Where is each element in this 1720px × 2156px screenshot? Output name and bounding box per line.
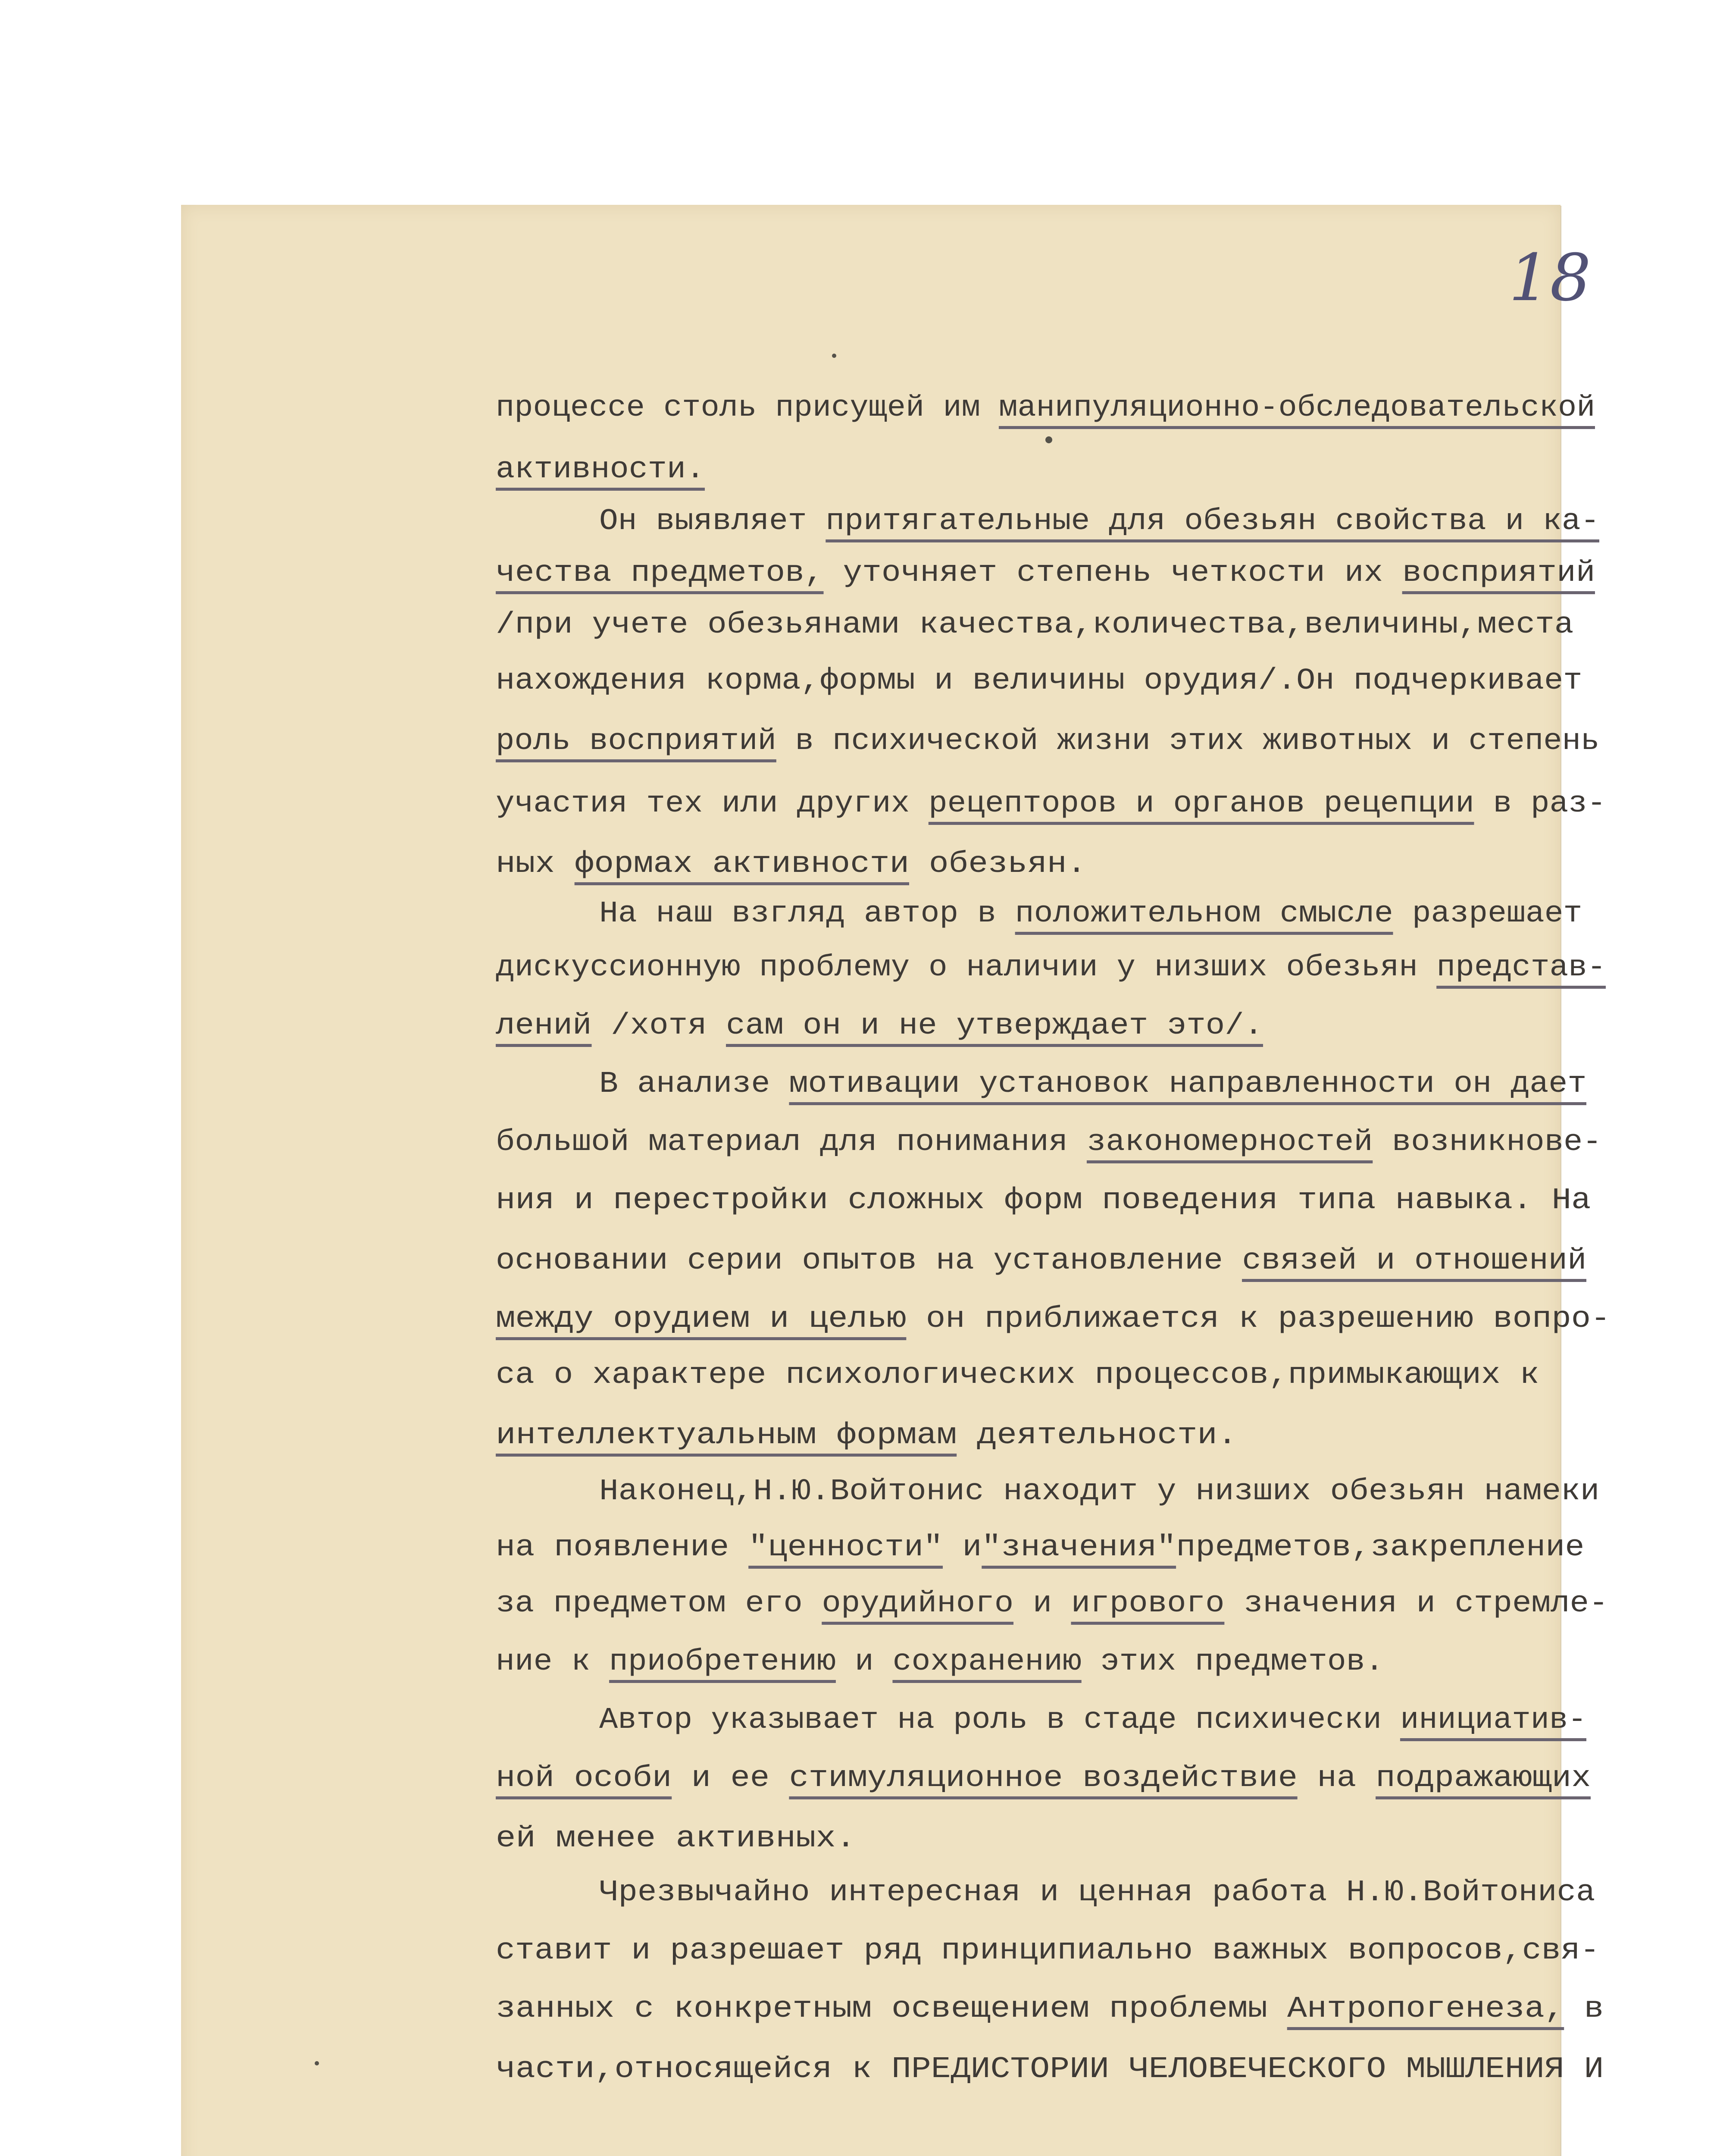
text-line: ставит и разрешает ряд принципиально важных вопросов,свя- xyxy=(496,1934,1600,1968)
ink-speck xyxy=(315,2061,319,2065)
ink-speck xyxy=(1045,436,1052,443)
text-line: ей менее активных. xyxy=(496,1822,856,1856)
text-line: участия тех или других рецепторов и органов рецепции в раз- xyxy=(496,774,1606,834)
text-line: части,относящейся к ПРЕДИСТОРИИ ЧЕЛОВЕЧЕСКОГО МЫШЛЕНИЯ И xyxy=(496,2053,1604,2087)
text-line: Автор указывает на роль в стаде психически инициатив- xyxy=(599,1690,1586,1751)
underlined-phrase: восприятий xyxy=(1402,556,1595,594)
underlined-phrase: стимуляционное воздействие xyxy=(789,1761,1297,1799)
underlined-phrase: Антропогенеза, xyxy=(1287,1992,1564,2030)
underlined-phrase: интеллектуальным формам xyxy=(496,1419,957,1457)
text-line: ной особи и ее стимуляционное воздействие на подражающих xyxy=(496,1749,1591,1809)
underlined-phrase: ной особи xyxy=(496,1761,672,1799)
text-line: чества предметов, уточняет степень четкости их восприятий xyxy=(496,543,1595,604)
text-line: за предметом его орудийного и игрового значения и стремле- xyxy=(496,1574,1608,1634)
underlined-phrase: манипуляционно-обследовательской xyxy=(999,391,1595,429)
underlined-phrase: представ- xyxy=(1437,951,1606,989)
underlined-phrase: сохранению xyxy=(893,1645,1082,1683)
underlined-phrase: положительном смысле xyxy=(1015,897,1393,935)
underlined-phrase: роль восприятий xyxy=(496,724,776,762)
text-line: дискуссионную проблему о наличии у низших обезьян представ- xyxy=(496,938,1606,998)
text-line: на появление "ценности" и"значения"предметов,закрепление xyxy=(496,1518,1584,1578)
underlined-phrase: "ценности" xyxy=(748,1531,943,1569)
text-line: между орудием и целью он приближается к разрешению вопро- xyxy=(496,1289,1610,1350)
text-line: Чрезвычайно интересная и ценная работа Н.Ю.Войтониса xyxy=(599,1876,1595,1910)
text-line: В анализе мотивации установок направленности он дает xyxy=(599,1054,1586,1115)
ink-speck xyxy=(832,354,836,358)
underlined-phrase: игрового xyxy=(1071,1587,1225,1625)
text-line: са о характере психологических процессов,примыкающих к xyxy=(496,1358,1539,1392)
underlined-phrase: притягательные для обезьян свойства и ка- xyxy=(826,505,1599,542)
text-line: основании серии опытов на установление связей и отношений xyxy=(496,1231,1586,1291)
underlined-phrase: между орудием и целью xyxy=(496,1302,907,1340)
underlined-phrase: подражающих xyxy=(1376,1761,1591,1799)
text-line: интеллектуальным формам деятельности. xyxy=(496,1406,1237,1466)
underlined-phrase: лений xyxy=(496,1009,592,1047)
text-line: Наконец,Н.Ю.Войтонис находит у низших обезьян намеки xyxy=(599,1475,1600,1509)
text-line: /при учете обезьянами качества,количества,величины,места xyxy=(496,608,1574,642)
underlined-phrase: закономерностей xyxy=(1087,1125,1373,1163)
text-line: Он выявляет притягательные для обезьян свойства и ка- xyxy=(599,492,1599,552)
text-line: процессе столь присущей им манипуляционно-обследовательской xyxy=(496,378,1595,439)
underlined-phrase: сам он и не утверждает это/. xyxy=(726,1009,1263,1047)
text-line: ных формах активности обезьян. xyxy=(496,834,1086,895)
text-line: На наш взгляд автор в положительном смысле разрешает xyxy=(599,884,1582,944)
underlined-phrase: "значения" xyxy=(982,1531,1176,1569)
text-line xyxy=(496,440,705,500)
text-line: нахождения корма,формы и величины орудия/.Он подчеркивает xyxy=(496,664,1582,698)
underlined-phrase: инициатив- xyxy=(1400,1703,1586,1741)
underlined-phrase: чества предметов, xyxy=(496,556,824,594)
underlined-phrase: формах активности xyxy=(575,847,909,885)
text-line: ния и перестройки сложных форм поведения типа навыка. На xyxy=(496,1184,1591,1218)
underlined-phrase: мотивации установок направленности он дает xyxy=(789,1067,1586,1105)
text-line: большой материал для понимания закономерностей возникнове- xyxy=(496,1112,1601,1173)
underlined-phrase: рецепторов и органов рецепции xyxy=(929,787,1474,825)
underlined-phrase: орудийного xyxy=(822,1587,1013,1625)
text-line: занных с конкретным освещением проблемы Антропогенеза, в xyxy=(496,1979,1604,2040)
text-line: ние к приобретению и сохранению этих предметов. xyxy=(496,1632,1384,1692)
text-line: роль восприятий в психической жизни этих животных и степень xyxy=(496,711,1599,772)
underlined-phrase: приобретению xyxy=(609,1645,836,1683)
text-line: лений /хотя сам он и не утверждает это/. xyxy=(496,996,1263,1056)
underlined-phrase: активности. xyxy=(496,453,705,491)
underlined-phrase: связей и отношений xyxy=(1242,1244,1586,1282)
page-number: 18 xyxy=(1509,241,1591,316)
